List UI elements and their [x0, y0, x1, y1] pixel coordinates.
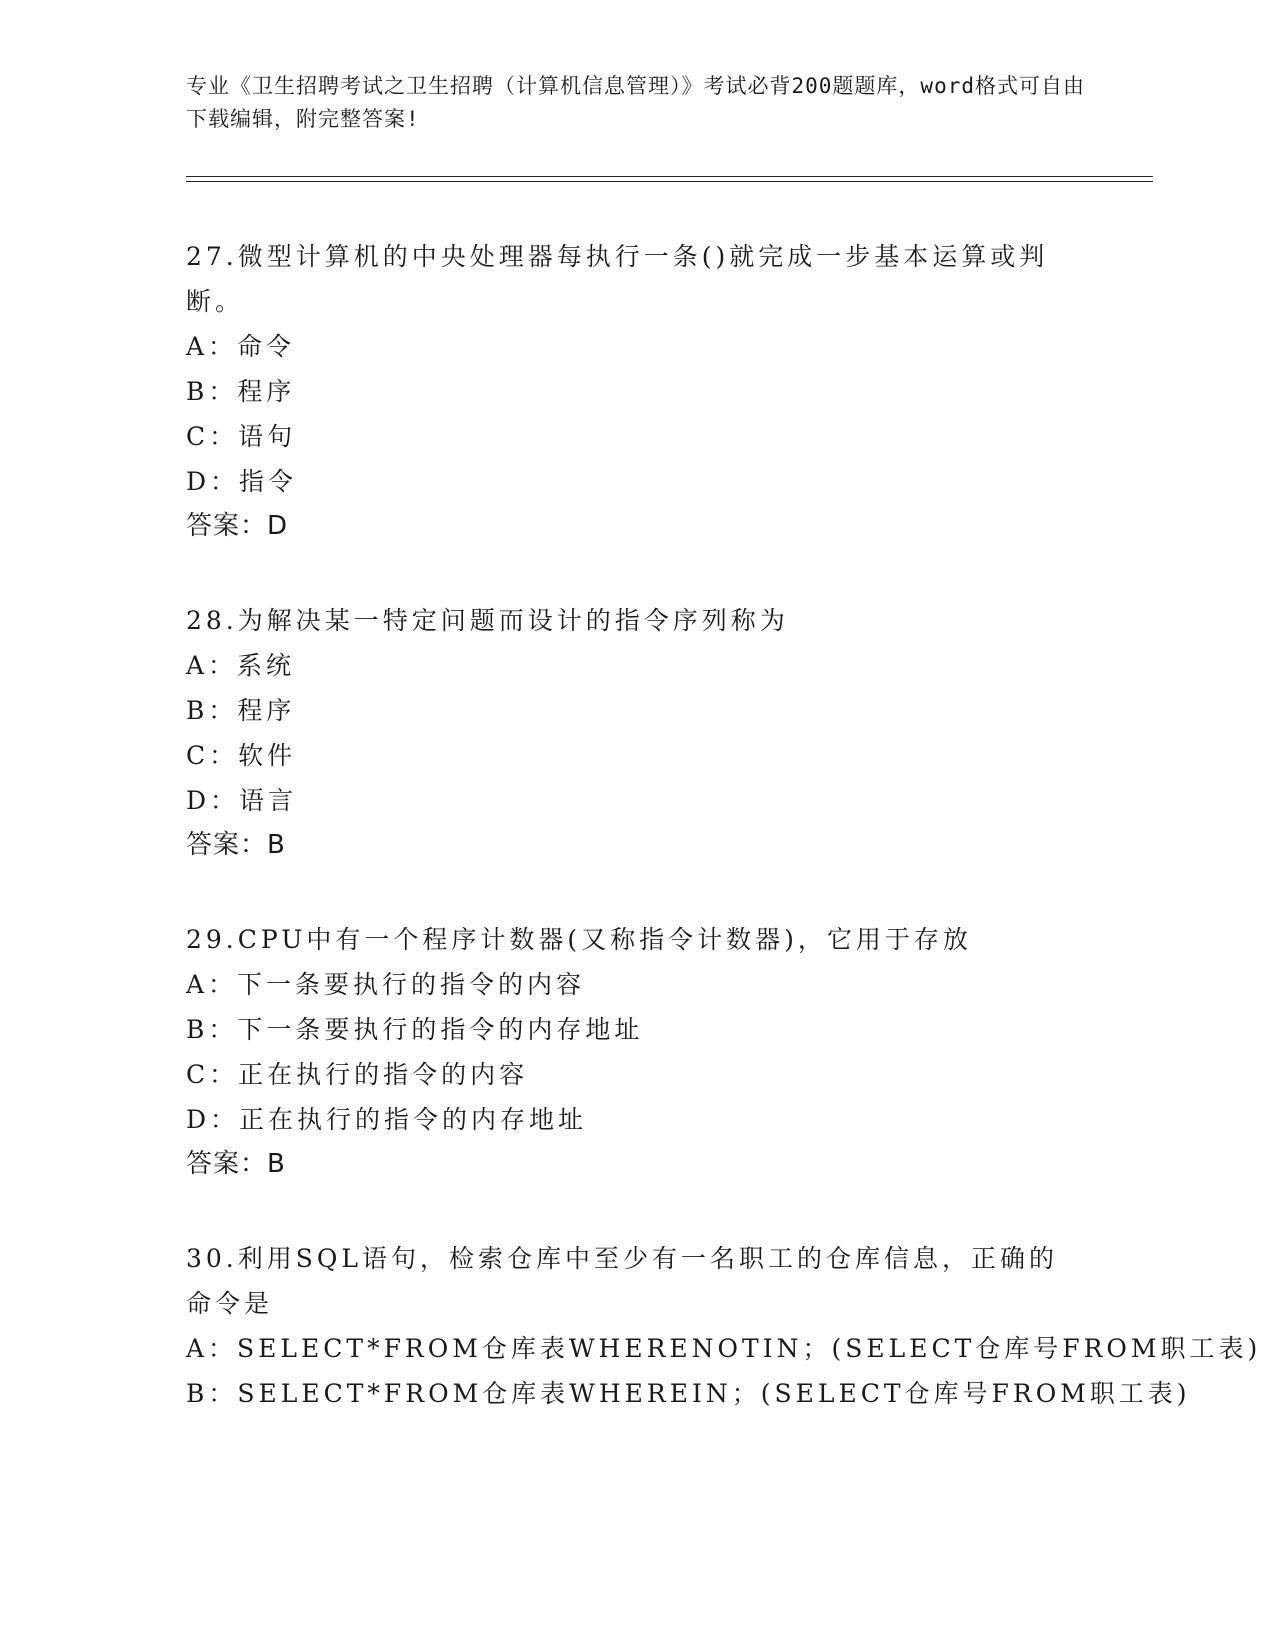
option-c: C：正在执行的指令的内容	[186, 1060, 529, 1089]
answer-line: 答案：B	[186, 830, 286, 860]
question-30	[186, 1236, 1262, 1416]
option-d: D：指令	[186, 467, 298, 496]
option-b: B：程序	[186, 377, 296, 406]
option-d: D：语言	[186, 786, 298, 815]
question-stem: 29.CPU中有一个程序计数器(又称指令计数器)，它用于存放	[186, 925, 972, 954]
question-29	[186, 917, 1086, 1187]
header-divider-top	[186, 176, 1153, 177]
option-b: B：SELECT*FROM仓库表WHEREIN；(SELECT仓库号FROM职工表)	[186, 1379, 1191, 1408]
question-stem: 28.为解决某一特定问题而设计的指令序列称为	[186, 606, 789, 635]
question-28	[186, 598, 1086, 868]
question-stem: 30.利用SQL语句，检索仓库中至少有一名职工的仓库信息，正确的命令是	[186, 1244, 1058, 1318]
option-a: A：下一条要执行的指令的内容	[186, 970, 586, 999]
answer-line: 答案：B	[186, 1149, 286, 1179]
option-c: C：软件	[186, 741, 297, 770]
option-c: C：语句	[186, 422, 297, 451]
option-a: A：系统	[186, 651, 296, 680]
question-27	[186, 234, 1086, 549]
option-d: D：正在执行的指令的内存地址	[186, 1105, 588, 1134]
option-b: B：下一条要执行的指令的内存地址	[186, 1015, 644, 1044]
document-page	[186, 70, 1146, 136]
option-a: A：SELECT*FROM仓库表WHERENOTIN；(SELECT仓库号FROM职工表)	[186, 1334, 1262, 1363]
answer-line: 答案：D	[186, 511, 289, 541]
option-b: B：程序	[186, 696, 296, 725]
option-a: A：命令	[186, 332, 296, 361]
question-stem: 27.微型计算机的中央处理器每执行一条()就完成一步基本运算或判断。	[186, 242, 1049, 316]
header-divider-bottom	[186, 181, 1153, 182]
document-intro: 专业《卫生招聘考试之卫生招聘（计算机信息管理）》考试必背200题题库，word格式可自由下载编辑，附完整答案!	[186, 74, 1085, 131]
